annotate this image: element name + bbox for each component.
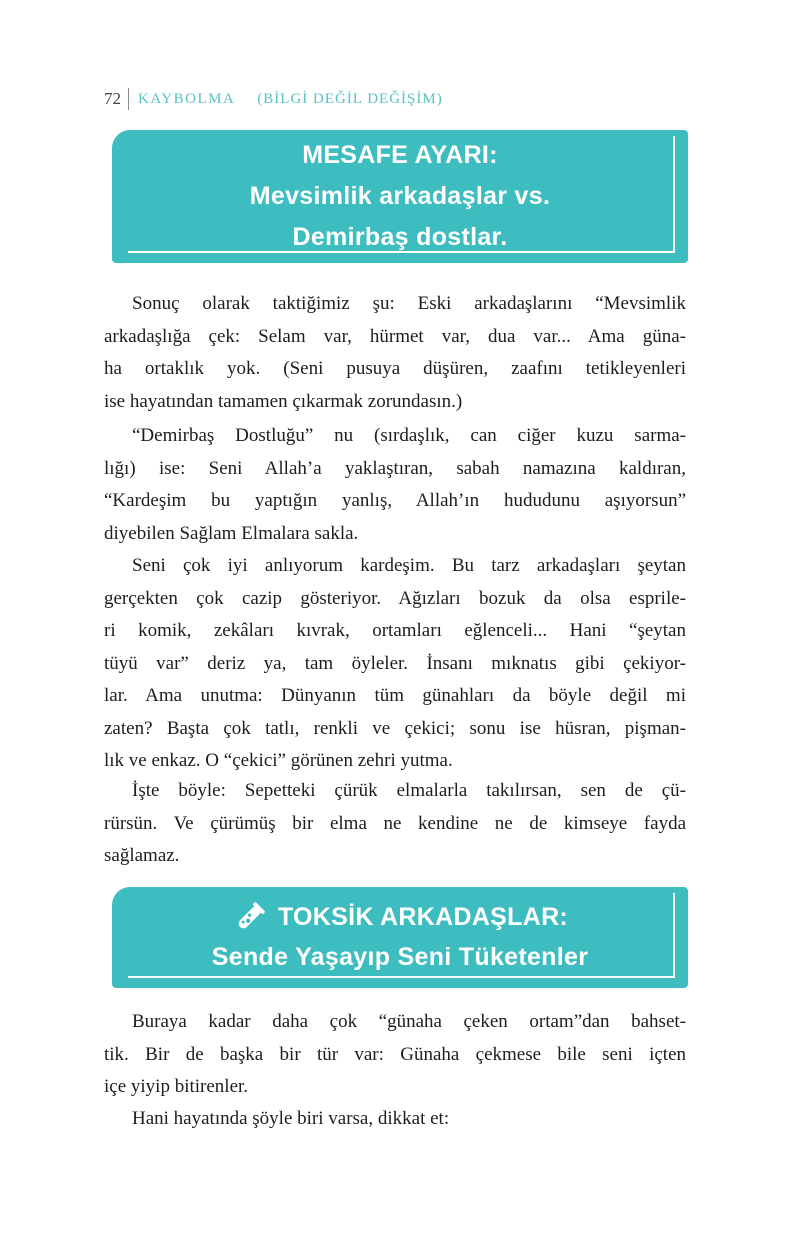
text-line: tik. Bir de başka bir tür var: Günaha çekmese bile seni içten [104,1043,686,1065]
text-line: Buraya kadar daha çok “günaha çeken ortam”dan bahset- [132,1011,686,1032]
text-line: Sonuç olarak taktiğimiz şu: Eski arkadaşlarını “Mevsimlik [132,293,686,314]
text-line: Seni çok iyi anlıyorum kardeşim. Bu tarz arkadaşları şeytan [132,555,686,576]
body-paragraph-4 [104,775,686,873]
body-paragraph-3 [104,550,686,778]
callout-subtitle: Sende Yaşayıp Seni Tüketenler [211,943,589,971]
text-line: Hani hayatında şöyle biri varsa, dikkat et: [132,1108,450,1129]
callout-heading-line-1: MESAFE AYARI: [302,141,498,169]
callout-heading-line-2: Mevsimlik arkadaşlar vs. [249,182,551,210]
body-paragraph-2 [104,420,686,550]
page-header [104,86,443,112]
text-line: İşte böyle: Sepetteki çürük elmalarla takılırsan, sen de çü- [132,780,686,801]
header-divider [128,88,129,110]
text-line: ise hayatından tamamen çıkarmak zorundasın.) [104,390,463,412]
text-line: “Demirbaş Dostluğu” nu (sırdaşlık, can ciğer kuzu sarma- [132,425,686,446]
section-callout-mesafe-ayari [112,130,688,263]
text-line: lar. Ama unutma: Dünyanın tüm günahları da böyle değil mi [104,685,686,706]
text-line: lığı) ise: Seni Allah’a yaklaştıran, sabah namazına kaldıran, [104,457,686,479]
section-callout-toksik-arkadaslar [112,887,688,988]
body-paragraph-1 [104,288,686,418]
text-line: ha ortaklık yok. (Seni pusuya düşüren, zaafını tetikleyenleri [104,358,686,379]
callout-title: TOKSİK ARKADAŞLAR: [277,903,569,931]
callout-heading-line-3: Demirbaş dostlar. [292,223,508,251]
text-line: rürsün. Ve çürümüş bir elma ne kendine ne de kimseye fayda [104,812,686,834]
body-paragraph-6 [104,1103,686,1136]
test-tube-icon [232,899,268,935]
text-line: gerçekten çok cazip gösteriyor. Ağızları bozuk da olsa esprile- [104,587,686,609]
text-line: içe yiyip bitirenler. [104,1076,249,1097]
text-line: “Kardeşim bu yaptığın yanlış, Allah’ın hududunu aşıyorsun” [104,490,686,511]
text-line: zaten? Başta çok tatlı, renkli ve çekici; sonu ise hüsran, pişman- [104,717,686,739]
running-title: KAYBOLMA [138,90,236,107]
text-line: ri komik, zekâları kıvrak, ortamları eğlenceli... Hani “şeytan [104,620,686,641]
running-subtitle: (BİLGİ DEĞİL DEĞİŞİM) [257,90,443,107]
body-paragraph-5 [104,1006,686,1104]
callout-title-row [112,897,688,937]
text-line: lık ve enkaz. O “çekici” görünen zehri yutma. [104,750,453,771]
text-line: arkadaşlığa çek: Selam var, hürmet var, dua var... Ama güna- [104,325,686,347]
text-line: sağlamaz. [104,845,180,866]
page-number: 72 [104,89,121,108]
text-line: tüyü var” deriz ya, tam öyleler. İnsanı mıknatıs gibi çekiyor- [104,652,686,674]
text-line: diyebilen Sağlam Elmalara sakla. [104,522,359,544]
